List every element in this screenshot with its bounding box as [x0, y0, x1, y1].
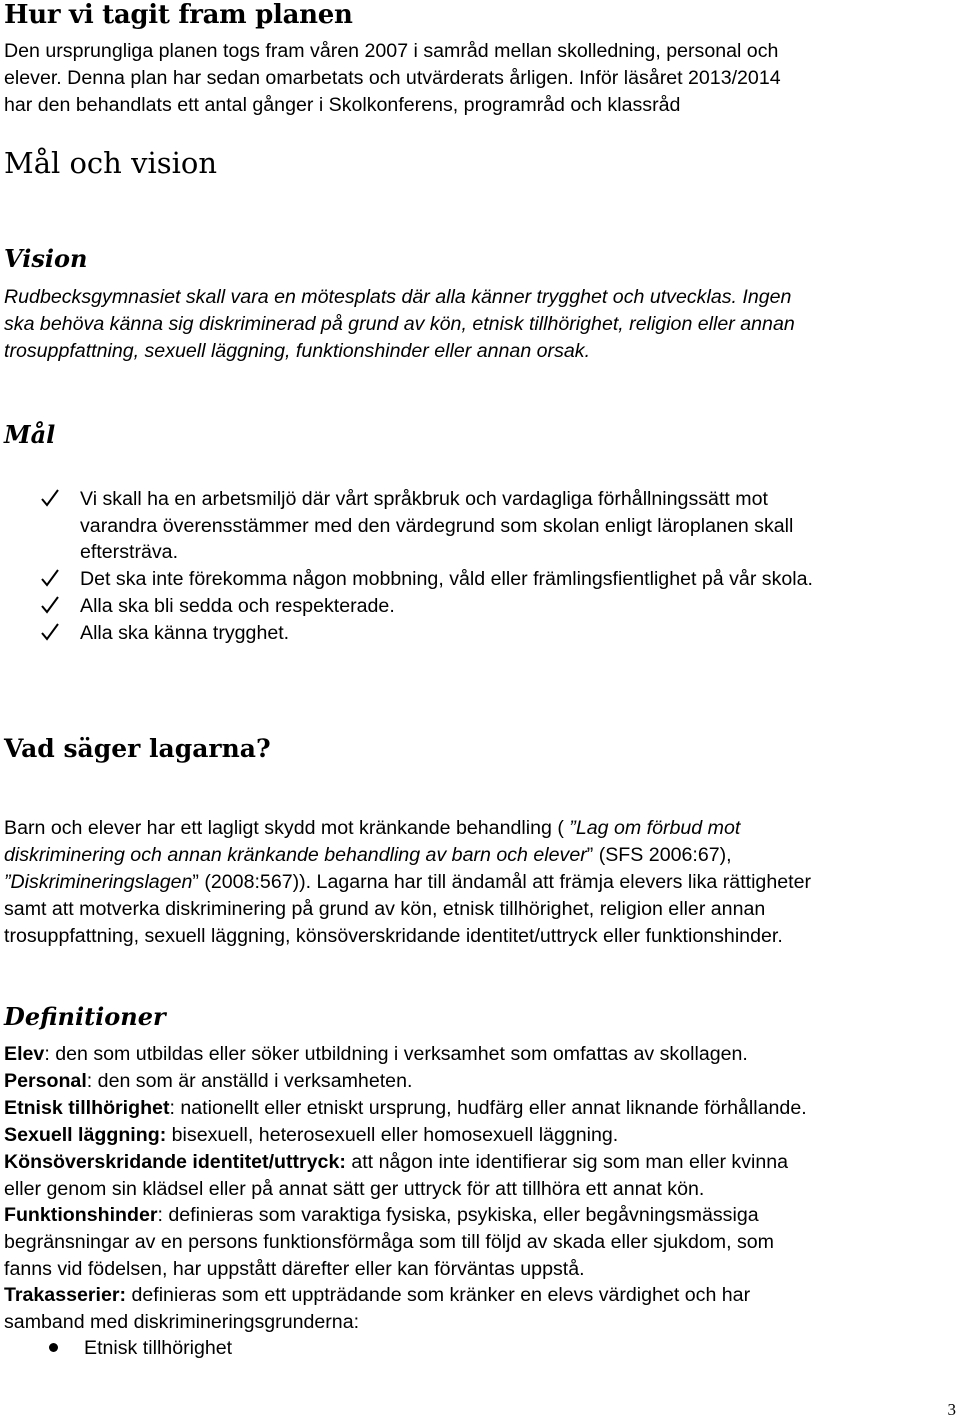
- laws-text: ” (2008:567)). Lagarna har till ändamål att främja elevers lika rättigheter: [192, 871, 811, 893]
- def-funk-cont-2: fanns vid födelsen, har uppstått därefter eller kan förväntas uppstå.: [4, 1258, 585, 1280]
- def-funk-cont-1: begränsningar av en persons funktionsförmåga som till följd av skada eller sjukdom, som: [4, 1231, 774, 1253]
- laws-text: ” (SFS 2006:67),: [586, 844, 732, 866]
- def-text: : nationellt eller etniskt ursprung, hudfärg eller annat liknande förhållande.: [169, 1097, 807, 1119]
- bullet-icon: [49, 1343, 58, 1352]
- def-elev: [4, 1041, 748, 1068]
- heading-laws: Vad säger lagarna?: [4, 734, 271, 763]
- heading-vision: Vision: [4, 244, 88, 273]
- goal-item-text: eftersträva.: [80, 541, 179, 563]
- checkmark-icon: [40, 568, 60, 588]
- vision-line-2: ska behöva känna sig diskriminerad på grund av kön, etnisk tillhörighet, religion eller annan: [4, 313, 795, 335]
- def-term: Elev: [4, 1043, 45, 1065]
- checkmark-icon: [40, 595, 60, 615]
- def-text: : definieras som varaktiga fysiska, psykiska, eller begåvningsmässiga: [157, 1204, 759, 1226]
- vision-line-3: trosuppfattning, sexuell läggning, funktionshinder eller annan orsak.: [4, 340, 591, 362]
- def-etnisk: [4, 1095, 807, 1122]
- page-number: 3: [947, 1400, 956, 1419]
- laws-line-2: [4, 842, 732, 869]
- goal-item-text: Alla ska bli sedda och respekterade.: [80, 595, 395, 617]
- heading-goals-vision: Mål och vision: [4, 146, 218, 180]
- plan-line-2: elever. Denna plan har sedan omarbetats och utvärderats årligen. Inför läsåret 2013/2014: [4, 67, 781, 89]
- goal-item-text: Alla ska känna trygghet.: [80, 622, 290, 644]
- def-personal: [4, 1068, 412, 1095]
- def-text: bisexuell, heterosexuell eller homosexuell läggning.: [166, 1124, 619, 1146]
- def-funk: [4, 1202, 759, 1229]
- plan-line-1: Den ursprungliga planen togs fram våren 2007 i samråd mellan skolledning, personal och: [4, 40, 779, 62]
- plan-line-3: har den behandlats ett antal gånger i Skolkonferens, programråd och klassråd: [4, 94, 681, 116]
- law-title: ”Diskrimineringslagen: [4, 871, 193, 893]
- laws-line-4: samt att motverka diskriminering på grund av kön, etnisk tillhörighet, religion eller annan: [4, 898, 766, 920]
- checkmark-icon: [40, 622, 60, 642]
- def-term: Funktionshinder: [4, 1204, 158, 1226]
- def-kons: [4, 1149, 788, 1176]
- checkmark-icon: [40, 488, 60, 508]
- goal-item-text: Det ska inte förekomma någon mobbning, våld eller främlingsfientlighet på vår skola.: [80, 568, 813, 590]
- def-kons-cont: eller genom sin klädsel eller på annat sätt ger uttryck för att tillhöra ett annat kön.: [4, 1178, 705, 1200]
- def-term: Personal: [4, 1070, 87, 1092]
- heading-definitions: Definitioner: [4, 1002, 166, 1031]
- def-term: Könsöverskridande identitet/uttryck:: [4, 1151, 346, 1173]
- laws-line-3: [4, 869, 811, 896]
- goal-item-text: Vi skall ha en arbetsmiljö där vårt språkbruk och vardagliga förhållningssätt mot: [80, 488, 768, 510]
- def-text: : den som är anställd i verksamheten.: [86, 1070, 413, 1092]
- laws-line-1: [4, 815, 740, 842]
- laws-line-5: trosuppfattning, sexuell läggning, könsöverskridande identitet/uttryck eller funktionshinder.: [4, 925, 783, 947]
- laws-text: Barn och elever har ett lagligt skydd mot kränkande behandling (: [4, 817, 570, 839]
- goal-item-text: varandra överensstämmer med den värdegrund som skolan enligt läroplanen skall: [80, 514, 794, 537]
- def-text: att någon inte identifierar sig som man eller kvinna: [345, 1151, 789, 1173]
- def-term: Etnisk tillhörighet: [4, 1097, 170, 1119]
- def-trak: [4, 1282, 750, 1309]
- def-trak-cont: samband med diskrimineringsgrunderna:: [4, 1311, 360, 1333]
- def-text: definieras som ett uppträdande som kränker en elevs värdighet och har: [126, 1284, 751, 1306]
- heading-goals: Mål: [4, 420, 56, 449]
- def-term: Sexuell läggning:: [4, 1124, 167, 1146]
- def-term: Trakasserier:: [4, 1284, 127, 1306]
- law-title: ”Lag om förbud mot: [569, 817, 741, 839]
- law-title: diskriminering och annan kränkande behandling av barn och elever: [4, 844, 587, 866]
- def-text: : den som utbildas eller söker utbildning i verksamhet som omfattas av skollagen.: [44, 1043, 748, 1065]
- heading-plan: Hur vi tagit fram planen: [4, 0, 353, 30]
- def-sexuell: [4, 1122, 618, 1149]
- vision-line-1: Rudbecksgymnasiet skall vara en mötesplats där alla känner trygghet och utvecklas. Ingen: [4, 286, 792, 308]
- def-bullet-item: Etnisk tillhörighet: [84, 1337, 233, 1359]
